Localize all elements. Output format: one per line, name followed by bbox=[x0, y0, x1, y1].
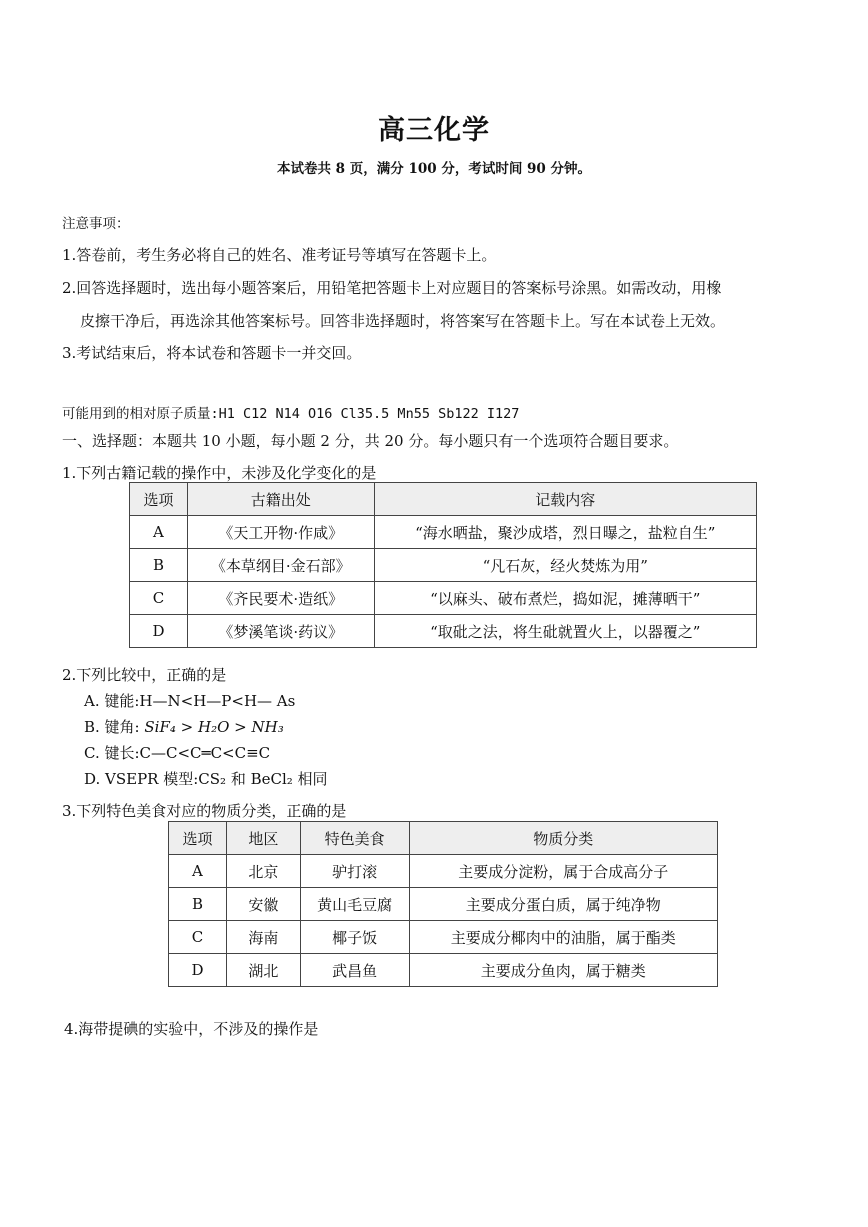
notes-heading: 注意事项： bbox=[62, 216, 130, 232]
question-4-stem: 4.海带提碘的实验中，不涉及的操作是 bbox=[64, 1020, 319, 1038]
table-header: 选项 bbox=[169, 822, 227, 855]
source-cell: 《梦溪笔谈·药议》 bbox=[187, 615, 374, 648]
section-heading: 一、选择题：本题共 10 小题，每小题 2 分，共 20 分。每小题只有一个选项符合题目要求。 bbox=[62, 432, 679, 450]
classification-cell: 主要成分蛋白质，属于纯净物 bbox=[409, 888, 717, 921]
note-item: 3.考试结束后，将本试卷和答题卡一并交回。 bbox=[62, 344, 362, 362]
table-header: 选项 bbox=[130, 483, 188, 516]
table-row bbox=[169, 888, 718, 921]
question-3-table bbox=[168, 821, 718, 987]
content-cell: “以麻头、破布煮烂，捣如泥，摊薄晒干” bbox=[374, 582, 756, 615]
question-2-stem: 2.下列比较中，正确的是 bbox=[62, 666, 227, 684]
table-row bbox=[169, 954, 718, 987]
option-label: B bbox=[169, 888, 227, 921]
page-title: 高三化学 bbox=[378, 115, 490, 146]
question-2-option-c: C. 键长:C—C<C═C<C≡C bbox=[84, 744, 271, 762]
option-label: A bbox=[130, 516, 188, 549]
region-cell: 北京 bbox=[226, 855, 300, 888]
food-cell: 驴打滚 bbox=[300, 855, 409, 888]
question-2-option-a: A. 键能:H—N<H—P<H— As bbox=[84, 692, 296, 710]
question-2-option-b bbox=[84, 716, 284, 737]
table-header: 记载内容 bbox=[374, 483, 756, 516]
table-row bbox=[130, 615, 757, 648]
table-row bbox=[130, 549, 757, 582]
food-cell: 武昌鱼 bbox=[300, 954, 409, 987]
note-item: 1.答卷前，考生务必将自己的姓名、准考证号等填写在答题卡上。 bbox=[62, 246, 497, 264]
question-2-option-d: D. VSEPR 模型:CS₂ 和 BeCl₂ 相同 bbox=[84, 770, 328, 788]
content-cell: “凡石灰，经火焚炼为用” bbox=[374, 549, 756, 582]
classification-cell: 主要成分淀粉，属于合成高分子 bbox=[409, 855, 717, 888]
table-header-row bbox=[130, 483, 757, 516]
option-label: C bbox=[169, 921, 227, 954]
question-3-stem: 3.下列特色美食对应的物质分类，正确的是 bbox=[62, 802, 347, 820]
source-cell: 《齐民要术·造纸》 bbox=[187, 582, 374, 615]
question-1-table bbox=[129, 482, 757, 648]
table-row bbox=[130, 516, 757, 549]
question-1-stem: 1.下列古籍记载的操作中，未涉及化学变化的是 bbox=[62, 464, 377, 482]
source-cell: 《天工开物·作咸》 bbox=[187, 516, 374, 549]
option-label: D bbox=[130, 615, 188, 648]
exam-info: 本试卷共 8 页，满分 100 分，考试时间 90 分钟。 bbox=[276, 161, 592, 177]
food-cell: 椰子饭 bbox=[300, 921, 409, 954]
table-header: 地区 bbox=[226, 822, 300, 855]
table-header: 特色美食 bbox=[300, 822, 409, 855]
source-cell: 《本草纲目·金石部》 bbox=[187, 549, 374, 582]
option-label: A bbox=[169, 855, 227, 888]
region-cell: 海南 bbox=[226, 921, 300, 954]
option-label: C bbox=[130, 582, 188, 615]
content-cell: “海水晒盐，聚沙成塔，烈日曝之，盐粒自生” bbox=[374, 516, 756, 549]
option-label: D bbox=[169, 954, 227, 987]
classification-cell: 主要成分鱼肉，属于糖类 bbox=[409, 954, 717, 987]
food-cell: 黄山毛豆腐 bbox=[300, 888, 409, 921]
content-cell: “取砒之法，将生砒就置火上，以器覆之” bbox=[374, 615, 756, 648]
table-row bbox=[169, 921, 718, 954]
table-header: 古籍出处 bbox=[187, 483, 374, 516]
note-item: 皮擦干净后，再选涂其他答案标号。回答非选择题时，将答案写在答题卡上。写在本试卷上无效。 bbox=[80, 312, 726, 330]
table-header: 物质分类 bbox=[409, 822, 717, 855]
atomic-masses: 可能用到的相对原子质量:H1 C12 N14 O16 Cl35.5 Mn55 Sb122 I127 bbox=[62, 406, 520, 422]
table-header-row bbox=[169, 822, 718, 855]
region-cell: 湖北 bbox=[226, 954, 300, 987]
table-row bbox=[169, 855, 718, 888]
region-cell: 安徽 bbox=[226, 888, 300, 921]
note-item: 2.回答选择题时，选出每小题答案后，用铅笔把答题卡上对应题目的答案标号涂黑。如需改动，用橡 bbox=[62, 279, 722, 297]
option-b-prefix: B. 键角: bbox=[84, 718, 145, 736]
option-label: B bbox=[130, 549, 188, 582]
table-row bbox=[130, 582, 757, 615]
classification-cell: 主要成分椰肉中的油脂，属于酯类 bbox=[409, 921, 717, 954]
bond-angle-expression: SiF₄ > H₂O > NH₃ bbox=[144, 718, 284, 736]
